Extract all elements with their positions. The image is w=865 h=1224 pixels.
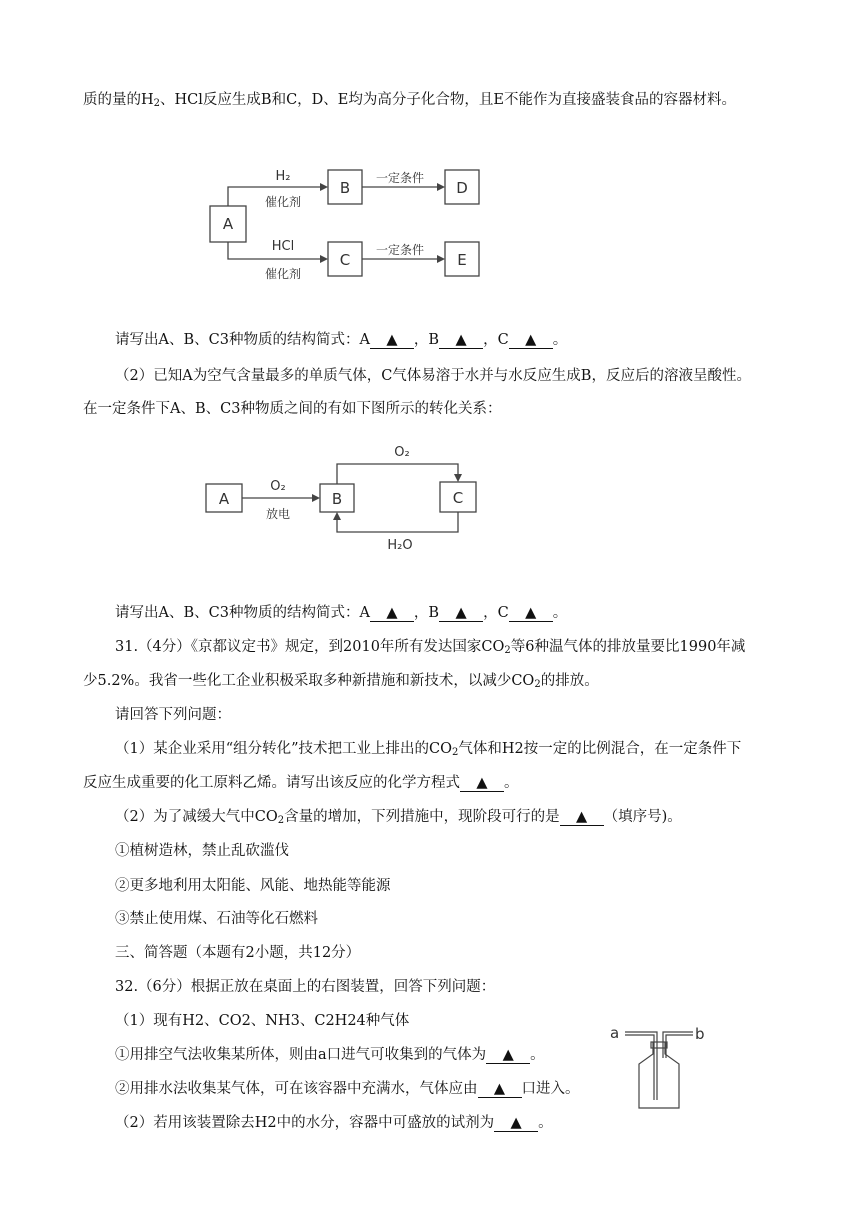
- q31-line1-b: 等6种温气体的排放量要比1990年减: [510, 639, 746, 655]
- q32-line5-b: 。: [538, 1115, 553, 1131]
- diagram1-catalyst-1: 催化剂: [264, 195, 302, 209]
- diagram1-label-a: A: [222, 215, 234, 233]
- q32-line-5: [115, 1113, 553, 1133]
- part2-line-2: 在一定条件下A、B、C3种物质之间的有如下图所示的转化关系：: [83, 401, 502, 417]
- diagram1-label-e: E: [457, 251, 467, 269]
- answer-blank-b[interactable]: ▲: [439, 332, 483, 349]
- part2-line-1: （2）已知A为空气含量最多的单质气体，C气体易溶于水并与水反应生成B，反应后的溶液呈酸性。: [115, 368, 751, 384]
- q31-line2-b: 的排放。: [540, 673, 599, 689]
- q31-line-4: [115, 739, 741, 763]
- q32-line4-b: 口进入。: [521, 1081, 580, 1097]
- structure-q1-mid2: ，C: [483, 332, 509, 348]
- reaction-diagram-1: [195, 148, 505, 288]
- q32-line3-b: 。: [530, 1047, 545, 1063]
- port-a-label: a: [610, 1024, 620, 1042]
- tube-b-inner: [666, 1035, 693, 1058]
- diagram2-discharge: 放电: [265, 507, 291, 521]
- answer-blank-port[interactable]: ▲: [478, 1081, 522, 1098]
- intro-text-a: 质的量的H: [83, 92, 154, 108]
- structure-q1-mid1: ，B: [413, 332, 440, 348]
- answer-blank-reagent[interactable]: ▲: [494, 1115, 538, 1132]
- answer-blank-measures[interactable]: ▲: [560, 809, 604, 826]
- diagram1-label-c: C: [339, 251, 351, 269]
- q31-line-2: [83, 671, 599, 695]
- answer-blank-a[interactable]: ▲: [370, 332, 414, 349]
- structure-q1-end: 。: [552, 332, 568, 348]
- q31-line5-b: 。: [504, 775, 519, 791]
- q31-line-6: [115, 807, 682, 831]
- q31-line-5: [83, 773, 519, 793]
- q31-line-3: 请回答下列问题：: [115, 707, 231, 723]
- structure-q2-mid2: ，C: [483, 605, 509, 621]
- intro-sub: 2: [153, 98, 161, 109]
- answer-blank-c2[interactable]: ▲: [509, 605, 553, 622]
- structure-question-1: [115, 330, 567, 350]
- diagram2-label-a: A: [218, 490, 230, 508]
- q31-line6-sub: 2: [277, 815, 285, 826]
- q31-line-1: [115, 637, 745, 661]
- diagram2-arrow-c-b: [337, 512, 458, 532]
- q31-line2-sub: 2: [534, 679, 541, 690]
- q31-line5-a: 反应生成重要的化工原料乙烯。请写出该反应的化学方程式: [83, 775, 460, 791]
- q32-line-4: [115, 1079, 580, 1099]
- reaction-diagram-2: [200, 436, 500, 556]
- diagram2-o2-left: O₂: [270, 479, 286, 494]
- answer-blank-b2[interactable]: ▲: [439, 605, 483, 622]
- bottle-body: [639, 1042, 679, 1108]
- answer-blank-gas[interactable]: ▲: [486, 1047, 530, 1064]
- q31-line4-a: （1）某企业采用“组分转化”技术把工业上排出的CO: [115, 741, 453, 757]
- q31-line6-a: （2）为了减缓大气中CO: [115, 809, 278, 825]
- intro-text-b: 、HCl反应生成B和C，D、E均为高分子化合物，且E不能作为直接盛装食品的容器材料。: [160, 92, 736, 108]
- q32-line4-a: ②用排水法收集某气体，可在该容器中充满水，气体应由: [115, 1081, 478, 1097]
- q31-line1-a: 31.（4分）《京都议定书》规定，到2010年所有发达国家CO: [115, 639, 505, 655]
- structure-q2-mid1: ，B: [413, 605, 440, 621]
- q32-line-1: 32.（6分）根据正放在桌面上的右图装置，回答下列问题：: [115, 979, 496, 995]
- diagram2-label-c: C: [452, 489, 464, 507]
- answer-blank-c[interactable]: ▲: [509, 332, 553, 349]
- q31-option-3: ③禁止使用煤、石油等化石燃料: [115, 911, 318, 927]
- port-b-label: b: [695, 1025, 705, 1043]
- gas-bottle-apparatus: [605, 1018, 715, 1113]
- answer-blank-equation[interactable]: ▲: [460, 775, 504, 792]
- diagram1-condition-1: 一定条件: [375, 171, 425, 185]
- diagram2-h2o: H₂O: [387, 538, 413, 553]
- q32-line-2: （1）现有H2、CO2、NH3、C2H24种气体: [115, 1013, 410, 1029]
- q31-line4-sub: 2: [452, 747, 459, 758]
- answer-blank-a2[interactable]: ▲: [370, 605, 414, 622]
- diagram1-label-b: B: [339, 179, 351, 197]
- diagram2-o2-top: O₂: [394, 445, 410, 460]
- q31-line6-c: （填序号)。: [603, 809, 682, 825]
- q32-line5-a: （2）若用该装置除去H2中的水分，容器中可盛放的试剂为: [115, 1115, 495, 1131]
- structure-q2-end: 。: [552, 605, 568, 621]
- q31-line6-b: 含量的增加，下列措施中，现阶段可行的是: [284, 809, 560, 825]
- diagram2-arrow-b-c: [337, 464, 458, 484]
- diagram1-h2: H₂: [275, 169, 291, 184]
- diagram2-label-b: B: [331, 490, 343, 508]
- section-3-heading: 三、简答题（本题有2小题，共12分）: [115, 945, 361, 961]
- q31-line2-a: 少5.2%。我省一些化工企业积极采取多种新措施和新技术，以减少CO: [83, 673, 535, 689]
- q31-line4-b: 气体和H2按一定的比例混合，在一定条件下: [458, 741, 742, 757]
- diagram1-hcl: HCl: [271, 239, 295, 254]
- structure-q1-prefix: 请写出A、B、C3种物质的结构简式：A: [115, 332, 370, 348]
- diagram1-label-d: D: [456, 179, 468, 197]
- q31-option-2: ②更多地利用太阳能、风能、地热能等能源: [115, 878, 391, 894]
- q31-line1-sub: 2: [504, 645, 511, 656]
- diagram1-condition-2: 一定条件: [375, 243, 425, 257]
- diagram1-catalyst-2: 催化剂: [264, 267, 302, 281]
- intro-line: [83, 90, 736, 114]
- q31-option-1: ①植树造林，禁止乱砍滥伐: [115, 843, 289, 859]
- q32-line3-a: ①用排空气法收集某所体，则由a口进气可收集到的气体为: [115, 1047, 487, 1063]
- structure-question-2: [115, 603, 567, 623]
- structure-q2-prefix: 请写出A、B、C3种物质的结构简式：A: [115, 605, 370, 621]
- q32-line-3: [115, 1045, 545, 1065]
